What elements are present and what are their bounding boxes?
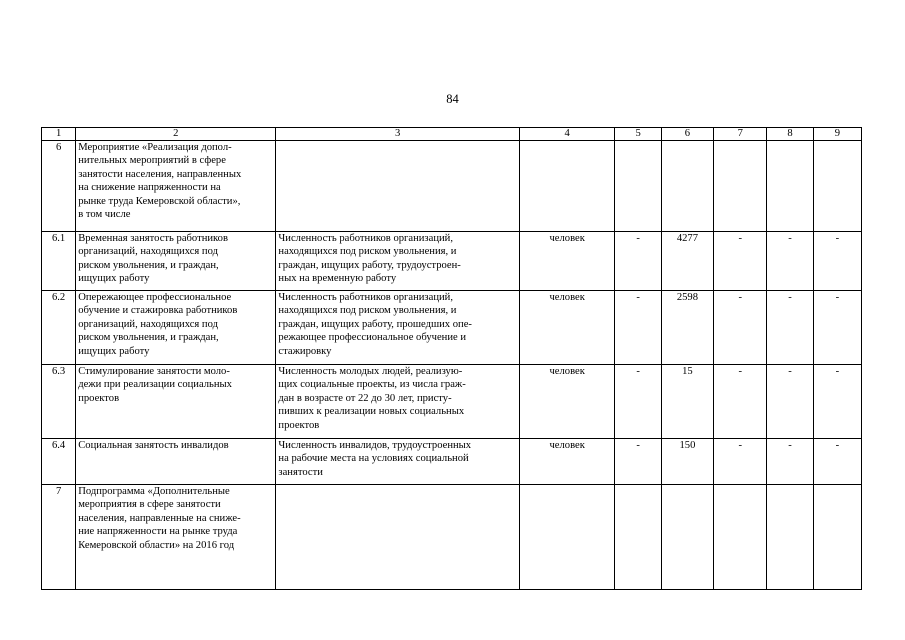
value-cell: 2598 xyxy=(661,291,713,365)
row-number: 6 xyxy=(42,141,76,232)
header-cell: 3 xyxy=(276,128,519,141)
row-number: 7 xyxy=(42,485,76,590)
value-cell: - xyxy=(615,439,661,485)
value-cell: - xyxy=(767,232,813,291)
value-cell: 4277 xyxy=(661,232,713,291)
activity-name: Опережающее профессиональное обучение и стажировка работников организаций, находящихся под риском увольнения, и граждан, ищущих работу xyxy=(76,291,276,365)
table-row xyxy=(42,141,862,232)
activity-name: Стимулирование занятости моло- дежи при реализации социальных проектов xyxy=(76,365,276,439)
value-cell: 150 xyxy=(661,439,713,485)
indicators-table xyxy=(41,127,862,590)
unit-cell: человек xyxy=(519,439,615,485)
unit-cell xyxy=(519,485,615,590)
value-cell: - xyxy=(714,291,767,365)
header-cell: 6 xyxy=(661,128,713,141)
value-cell: - xyxy=(767,439,813,485)
value-cell xyxy=(615,485,661,590)
value-cell: - xyxy=(767,291,813,365)
table-header-row xyxy=(42,128,862,141)
value-cell xyxy=(661,141,713,232)
table-row xyxy=(42,485,862,590)
value-cell: - xyxy=(767,365,813,439)
value-cell: - xyxy=(615,291,661,365)
value-cell xyxy=(767,141,813,232)
header-cell: 1 xyxy=(42,128,76,141)
table-row xyxy=(42,365,862,439)
unit-cell: человек xyxy=(519,365,615,439)
row-number: 6.4 xyxy=(42,439,76,485)
value-cell xyxy=(714,485,767,590)
value-cell: - xyxy=(714,232,767,291)
value-cell: - xyxy=(615,365,661,439)
value-cell: - xyxy=(714,439,767,485)
header-cell: 2 xyxy=(76,128,276,141)
value-cell xyxy=(714,141,767,232)
value-cell xyxy=(813,485,861,590)
indicator-name xyxy=(276,485,519,590)
table-row xyxy=(42,291,862,365)
table-row xyxy=(42,439,862,485)
indicator-name xyxy=(276,141,519,232)
table-row xyxy=(42,232,862,291)
row-number: 6.1 xyxy=(42,232,76,291)
page-number: 84 xyxy=(446,92,459,106)
value-cell xyxy=(813,141,861,232)
header-cell: 7 xyxy=(714,128,767,141)
header-cell: 4 xyxy=(519,128,615,141)
value-cell: - xyxy=(615,232,661,291)
value-cell xyxy=(615,141,661,232)
activity-name: Временная занятость работников организаций, находящихся под риском увольнения, и граждан, ищущих работу xyxy=(76,232,276,291)
value-cell: - xyxy=(813,365,861,439)
value-cell: - xyxy=(813,291,861,365)
activity-name: Мероприятие «Реализация допол- нительных мероприятий в сфере занятости населения, направленных на снижение напряженности на рынке труда Кемеровской области», в том числе xyxy=(76,141,276,232)
indicator-name: Численность молодых людей, реализую- щих социальные проекты, из числа граж- дан в возрасте от 22 до 30 лет, присту- пивших к реализации новых социальных проектов xyxy=(276,365,519,439)
row-number: 6.3 xyxy=(42,365,76,439)
unit-cell: человек xyxy=(519,232,615,291)
value-cell xyxy=(661,485,713,590)
value-cell: - xyxy=(714,365,767,439)
value-cell: - xyxy=(813,439,861,485)
unit-cell xyxy=(519,141,615,232)
value-cell: 15 xyxy=(661,365,713,439)
unit-cell: человек xyxy=(519,291,615,365)
indicator-name: Численность работников организаций, находящихся под риском увольнения, и граждан, ищущих работу, прошедших опе- режающее профессиональное обучение и стажировку xyxy=(276,291,519,365)
indicator-name: Численность инвалидов, трудоустроенных на рабочие места на условиях социальной занятости xyxy=(276,439,519,485)
header-cell: 8 xyxy=(767,128,813,141)
value-cell xyxy=(767,485,813,590)
indicator-name: Численность работников организаций, находящихся под риском увольнения, и граждан, ищущих работу, трудоустроен- ных на временную работу xyxy=(276,232,519,291)
header-cell: 5 xyxy=(615,128,661,141)
activity-name: Подпрограмма «Дополнительные мероприятия в сфере занятости населения, направленные на сниже- ние напряженности на рынке труда Кемеровской области» на 2016 год xyxy=(76,485,276,590)
header-cell: 9 xyxy=(813,128,861,141)
row-number: 6.2 xyxy=(42,291,76,365)
activity-name: Социальная занятость инвалидов xyxy=(76,439,276,485)
value-cell: - xyxy=(813,232,861,291)
